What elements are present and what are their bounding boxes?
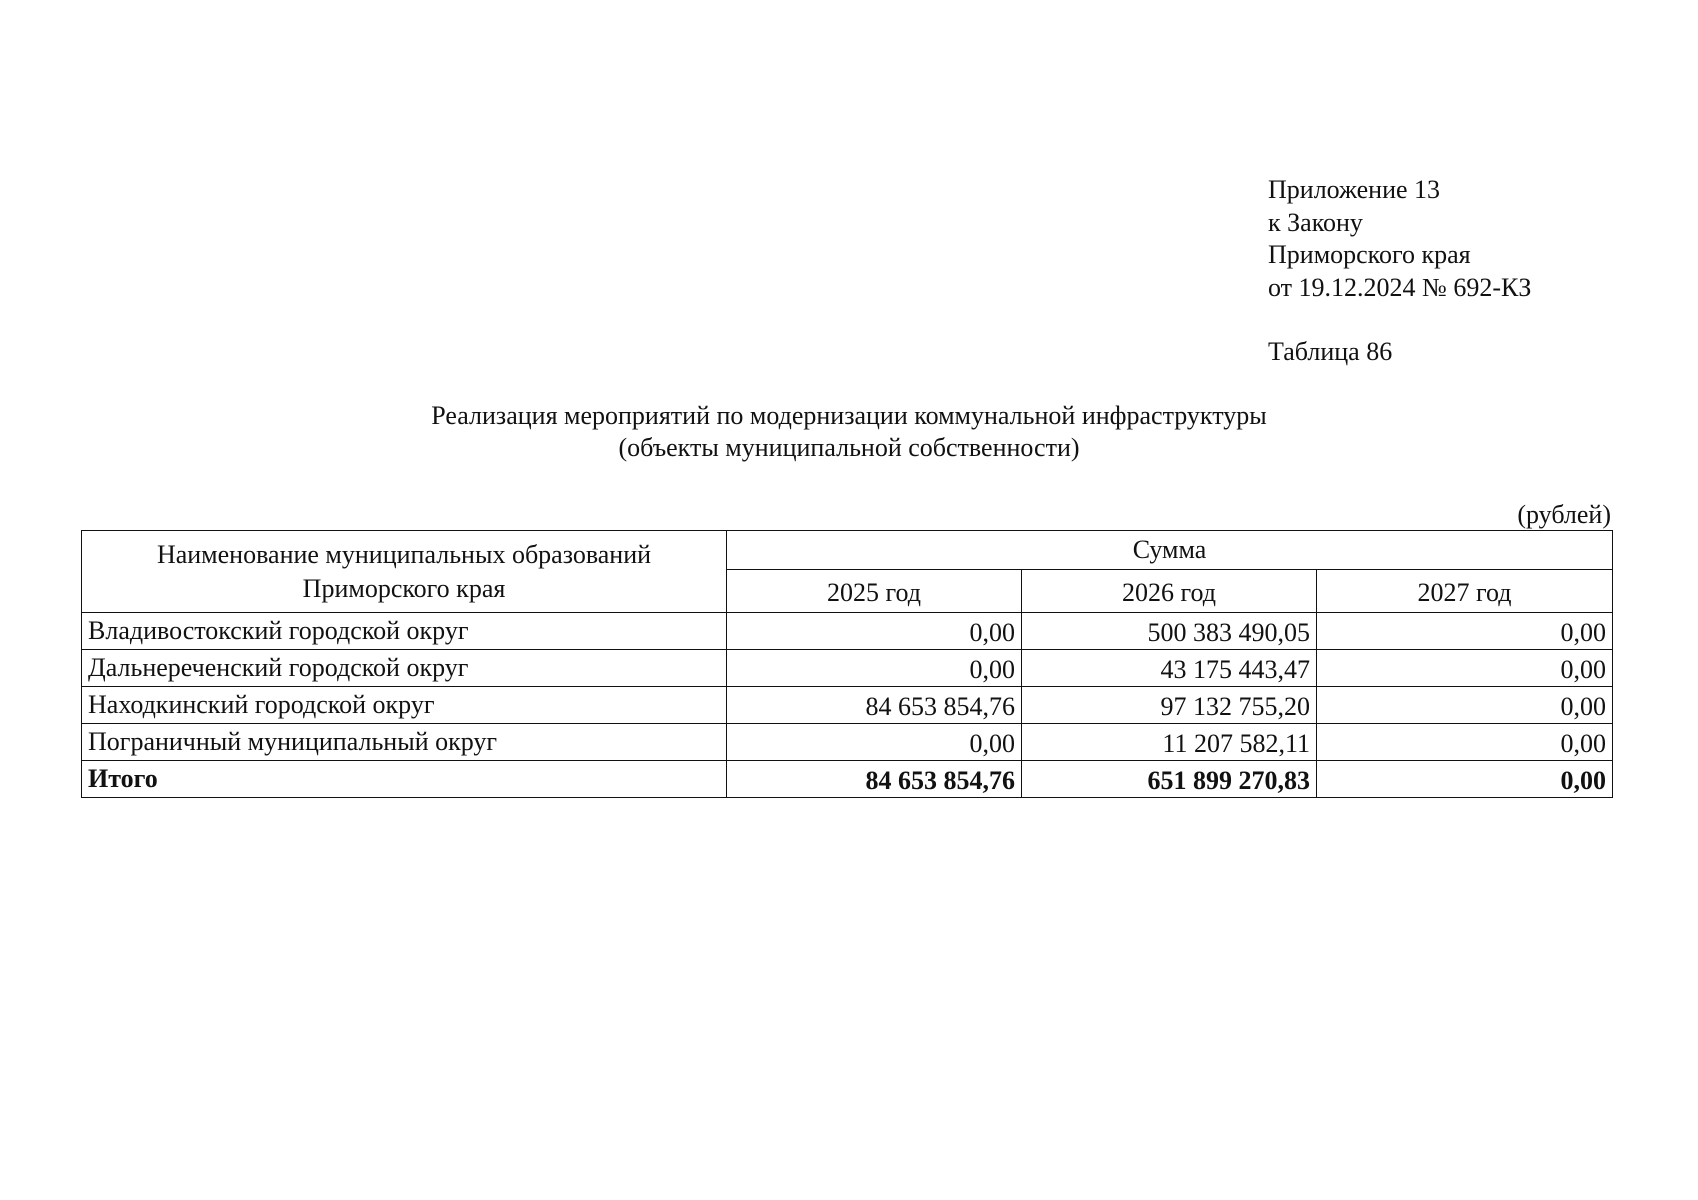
title-line: (объекты муниципальной собственности) <box>618 433 1080 462</box>
table-row <box>82 724 1613 761</box>
table-number: Таблица 86 <box>1268 337 1393 366</box>
budget-table <box>81 530 1613 798</box>
amount-cell: 97 132 755,20 <box>1022 687 1317 724</box>
total-label: Итого <box>82 761 727 798</box>
header-year: 2026 год <box>1022 570 1317 613</box>
units-label: (рублей) <box>1517 500 1611 529</box>
header-sum: Сумма <box>727 531 1613 570</box>
table-row <box>82 613 1613 650</box>
amount-cell: 11 207 582,11 <box>1022 724 1317 761</box>
amount-cell: 84 653 854,76 <box>727 687 1022 724</box>
header-year: 2027 год <box>1317 570 1613 613</box>
amount-cell: 500 383 490,05 <box>1022 613 1317 650</box>
total-amount-cell: 0,00 <box>1317 761 1613 798</box>
amount-cell: 0,00 <box>727 613 1022 650</box>
table-total-row <box>82 761 1613 798</box>
municipality-name: Находкинский городской округ <box>82 687 727 724</box>
amount-cell: 0,00 <box>1317 650 1613 687</box>
municipality-name: Пограничный муниципальный округ <box>82 724 727 761</box>
amount-cell: 0,00 <box>727 724 1022 761</box>
header-year: 2025 год <box>727 570 1022 613</box>
amount-cell: 0,00 <box>727 650 1022 687</box>
header-municipality <box>82 531 727 613</box>
document-title <box>0 400 1698 464</box>
amount-cell: 43 175 443,47 <box>1022 650 1317 687</box>
header-name-line: Приморского края <box>302 573 506 603</box>
table-header-row <box>82 531 1613 570</box>
appendix-line: Приморского края <box>1268 240 1471 269</box>
appendix-line: Приложение 13 <box>1268 175 1441 204</box>
total-amount-cell: 84 653 854,76 <box>727 761 1022 798</box>
municipality-name: Владивостокский городской округ <box>82 613 727 650</box>
table-row <box>82 687 1613 724</box>
appendix-date-number: от 19.12.2024 № 692-КЗ <box>1268 272 1532 302</box>
municipality-name: Дальнереченский городской округ <box>82 650 727 687</box>
title-line: Реализация мероприятий по модернизации коммунальной инфраструктуры <box>431 401 1267 430</box>
appendix-line: к Закону <box>1268 207 1363 237</box>
total-amount-cell: 651 899 270,83 <box>1022 761 1317 798</box>
appendix-block <box>1268 174 1531 304</box>
amount-cell: 0,00 <box>1317 724 1613 761</box>
table-row <box>82 650 1613 687</box>
amount-cell: 0,00 <box>1317 687 1613 724</box>
header-name-line: Наименование муниципальных образований <box>156 539 652 569</box>
amount-cell: 0,00 <box>1317 613 1613 650</box>
